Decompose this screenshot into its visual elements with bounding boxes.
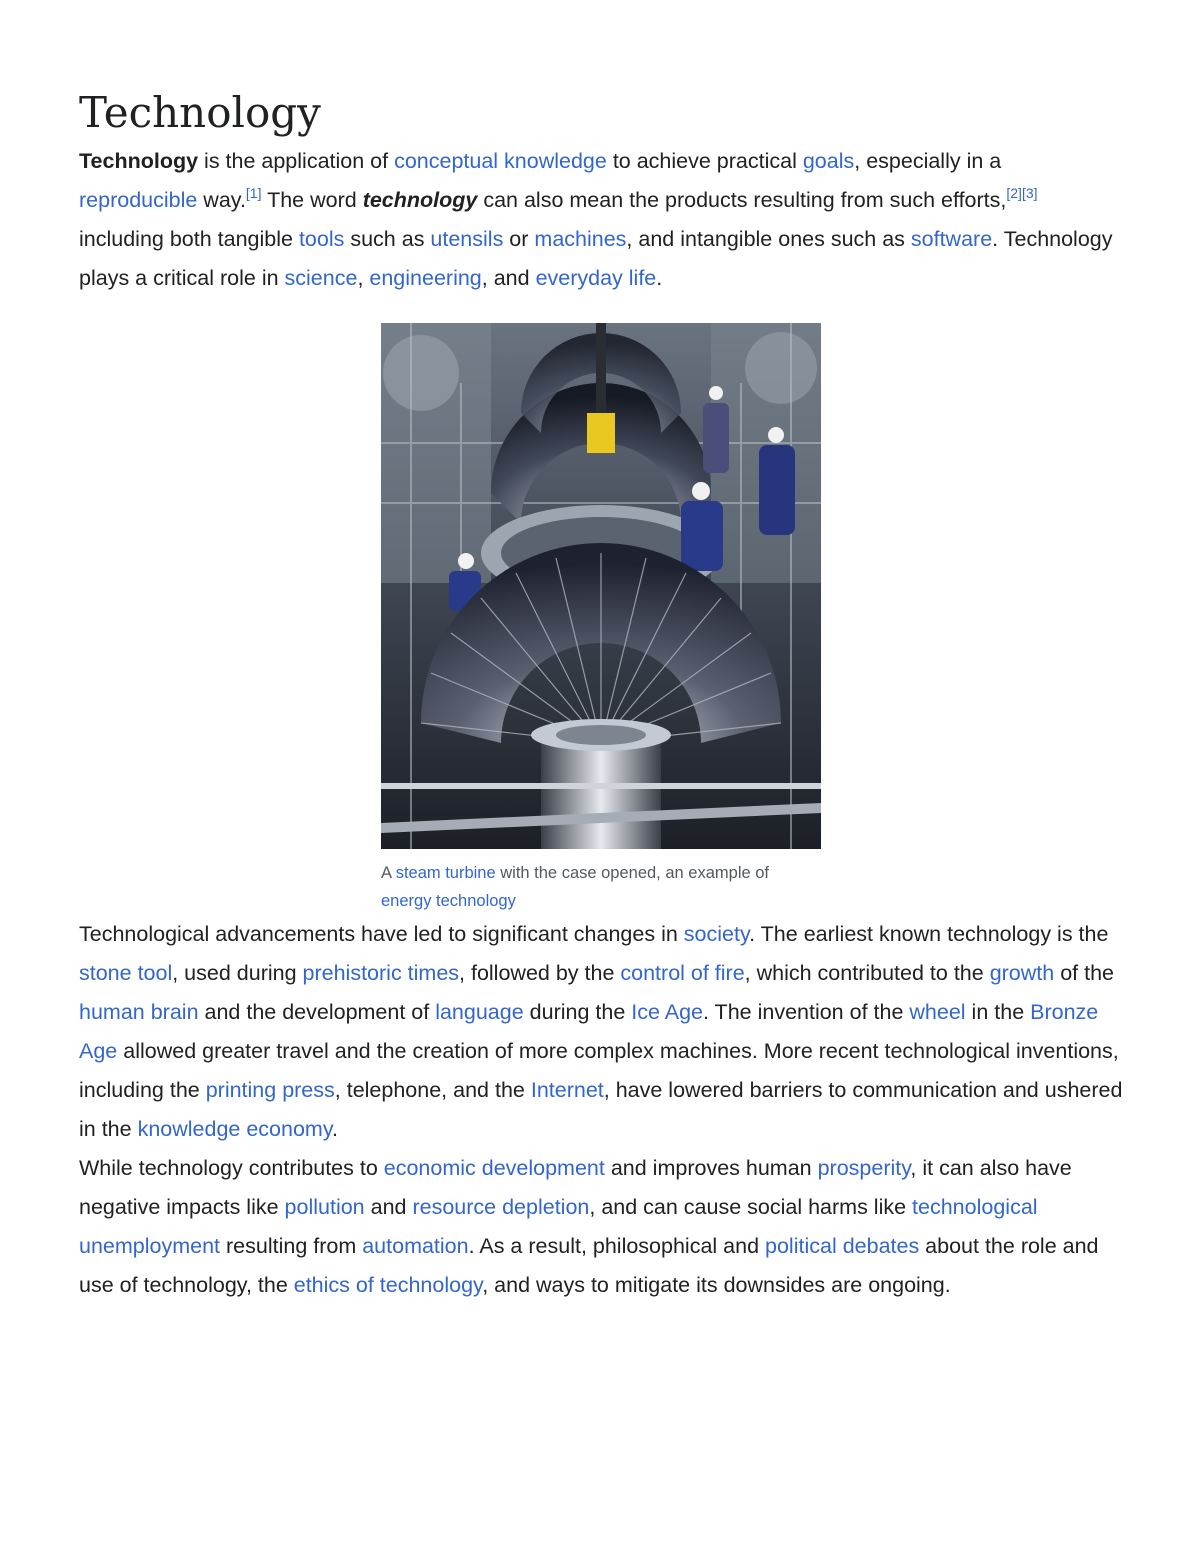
link-automation[interactable]: automation	[362, 1234, 469, 1258]
link-control-of-fire[interactable]: control of fire	[620, 961, 745, 985]
link-political-debates[interactable]: political debates	[765, 1234, 920, 1258]
impact-paragraph: While technology contributes to economic development and improves human prosperity, it can also have negative impacts like pollution and resource depletion, and can cause social harms like technological unemployment resulting from automation. As a result, philosophical and political debates about the role and use of technology, the ethics of technology, and ways to mitigate its downsides are ongoing.	[79, 1156, 1099, 1297]
citation-2[interactable]: [2]	[1006, 185, 1022, 201]
link-everyday-life[interactable]: everyday life	[535, 266, 657, 290]
figure-caption: A steam turbine with the case opened, an example of energy technology	[381, 864, 770, 910]
bold-term: Technology	[79, 149, 199, 173]
link-pollution[interactable]: pollution	[284, 1195, 365, 1219]
link-conceptual-knowledge[interactable]: conceptual knowledge	[394, 149, 607, 173]
link-bronze-age[interactable]: Bronze Age	[79, 1000, 1099, 1063]
link-resource-depletion[interactable]: resource depletion	[412, 1195, 590, 1219]
link-stone-tool[interactable]: stone tool	[79, 961, 173, 985]
link-engineering[interactable]: engineering	[369, 266, 482, 290]
link-language[interactable]: language	[435, 1000, 524, 1024]
link-human-brain[interactable]: human brain	[79, 1000, 199, 1024]
link-society[interactable]: society	[683, 922, 750, 946]
link-wheel[interactable]: wheel	[909, 1000, 966, 1024]
link-economic-development[interactable]: economic development	[383, 1156, 605, 1180]
figure	[381, 323, 821, 915]
link-steam-turbine[interactable]: steam turbine	[395, 864, 496, 882]
link-ice-age[interactable]: Ice Age	[631, 1000, 703, 1024]
citation-1[interactable]: [1]	[245, 185, 262, 201]
link-technological-unemployment[interactable]: technological unemployment	[79, 1195, 1038, 1258]
link-tools[interactable]: tools	[298, 227, 345, 251]
link-knowledge-economy[interactable]: knowledge economy	[137, 1117, 332, 1141]
link-machines[interactable]: machines	[534, 227, 627, 251]
link-growth[interactable]: growth	[989, 961, 1055, 985]
link-prosperity[interactable]: prosperity	[817, 1156, 911, 1180]
link-ethics-of-technology[interactable]: ethics of technology	[293, 1273, 483, 1297]
intro-paragraph: Technology is the application of conceptual knowledge to achieve practical goals, especially in a reproducible way.[1] The word technology can also mean the products resulting from such efforts,[2][3] including both tangible tools such as utensils or machines, and intangible ones such as software. Technology plays a critical role in science, engineering, and everyday life.	[79, 149, 1113, 290]
link-reproducible[interactable]: reproducible	[79, 188, 198, 212]
bold-italic-term: technology	[362, 188, 478, 212]
link-internet[interactable]: Internet	[530, 1078, 604, 1102]
link-energy-technology[interactable]: energy technology	[381, 892, 516, 910]
link-prehistoric-times[interactable]: prehistoric times	[302, 961, 460, 985]
steam-turbine-image[interactable]	[381, 323, 821, 849]
article	[79, 84, 1124, 1305]
link-science[interactable]: science	[284, 266, 358, 290]
page-title: Technology	[79, 88, 321, 137]
link-goals[interactable]: goals	[802, 149, 855, 173]
citation-3[interactable]: [3]	[1021, 185, 1038, 201]
link-printing-press[interactable]: printing press	[205, 1078, 335, 1102]
link-utensils[interactable]: utensils	[430, 227, 504, 251]
link-software[interactable]: software	[910, 227, 993, 251]
history-paragraph: Technological advancements have led to significant changes in society. The earliest known technology is the stone tool, used during prehistoric times, followed by the control of fire, which contributed to the growth of the human brain and the development of language during the Ice Age. The invention of the wheel in the Bronze Age allowed greater travel and the creation of more complex machines. More recent technological inventions, including the printing press, telephone, and the Internet, have lowered barriers to communication and ushered in the knowledge economy.	[79, 922, 1123, 1141]
